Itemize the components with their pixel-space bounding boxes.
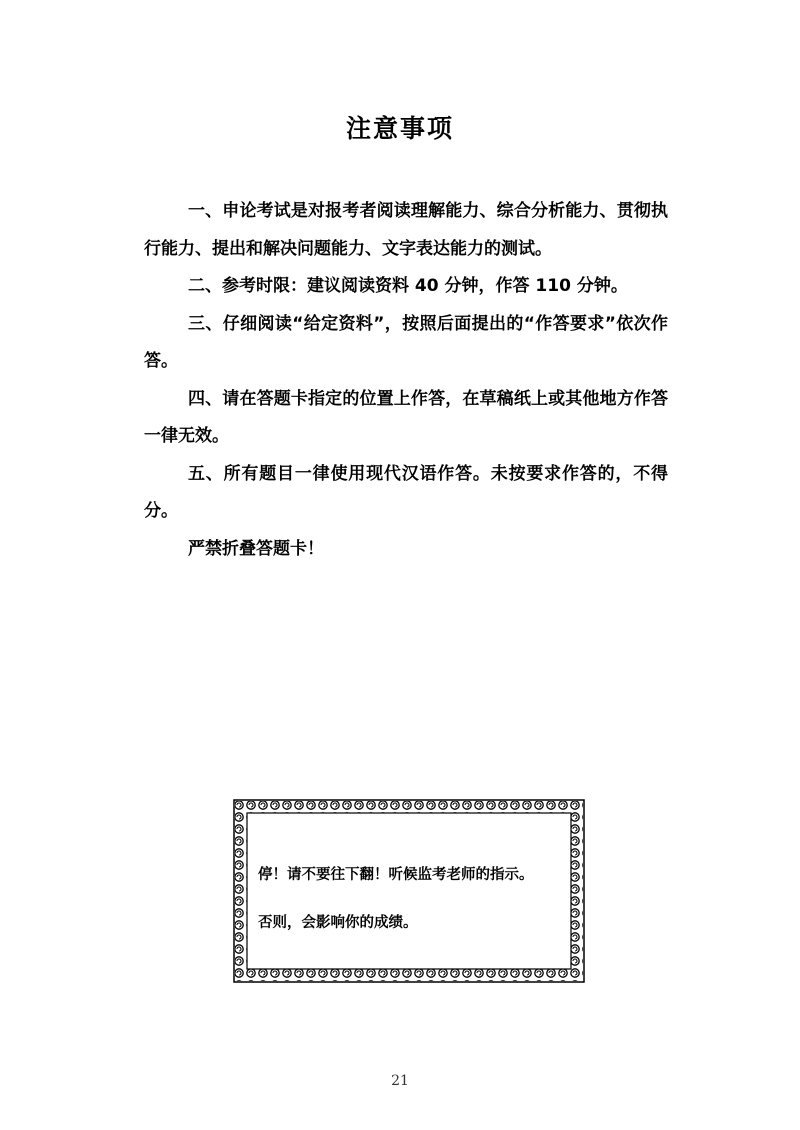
note-item-3: 三、仔细阅读“给定资料”，按照后面提出的“作答要求”依次作答。: [144, 313, 668, 371]
page-title: 注意事项: [345, 114, 454, 143]
warning-text: [258, 851, 578, 947]
page-number: 21: [391, 1073, 409, 1089]
note-item-1: 一、申论考试是对报考者阅读理解能力、综合分析能力、贯彻执行能力、提出和解决问题能力、文字表达能力的测试。: [144, 201, 668, 259]
note-item-2: 二、参考时限：建议阅读资料 40 分钟，作答 110 分钟。: [188, 276, 628, 296]
warning-line-1: 停！请不要往下翻！听候监考老师的指示。: [258, 866, 534, 883]
note-item-5: 五、所有题目一律使用现代汉语作答。未按要求作答的，不得分。: [144, 463, 668, 521]
note-item-4: 四、请在答题卡指定的位置上作答，在草稿纸上或其他地方作答一律无效。: [144, 388, 668, 446]
warning-box: [233, 799, 585, 983]
warning-line-2: 否则，会影响你的成绩。: [258, 914, 418, 931]
note-item-6: 严禁折叠答题卡！: [188, 538, 324, 559]
notes-list: [144, 193, 668, 568]
